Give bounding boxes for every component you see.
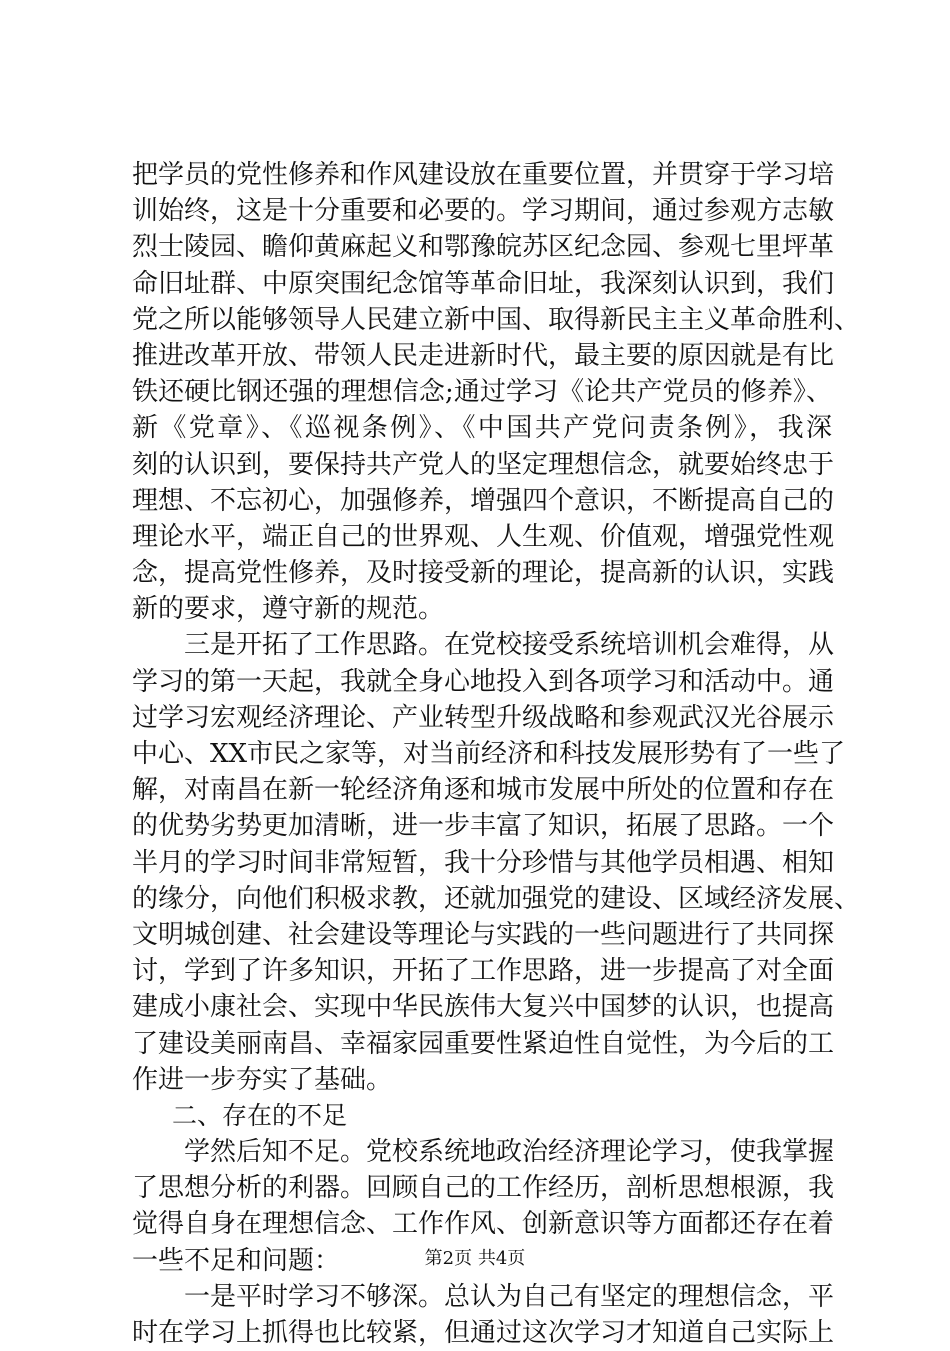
text-line: 理论水平，端正自己的世界观、人生观、价值观，增强党性观 — [132, 521, 835, 552]
page-number-label: 第2页 共4页 — [424, 1248, 526, 1269]
text-line: 半月的学习时间非常短暂，我十分珍惜与其他学员相遇、相知 — [132, 847, 835, 878]
text-line: 学然后知不足。党校系统地政治经济理论学习，使我掌握 — [132, 1137, 835, 1168]
text-line: 刻的认识到，要保持共产党人的坚定理想信念，就要始终忠于 — [132, 449, 835, 480]
text-line: 一些不足和问题： — [132, 1245, 341, 1276]
text-line: 烈士陵园、瞻仰黄麻起义和鄂豫皖苏区纪念园、参观七里坪革 — [132, 232, 835, 263]
text-line: 铁还硬比钢还强的理想信念;通过学习《论共产党员的修养》、 — [132, 377, 832, 408]
text-line: 解，对南昌在新一轮经济角逐和城市发展中所处的位置和存在 — [132, 775, 835, 806]
text-line: 讨，学到了许多知识，开拓了工作思路，进一步提高了对全面 — [132, 956, 835, 987]
text-line: 的优势劣势更加清晰，进一步丰富了知识，拓展了思路。一个 — [132, 811, 835, 842]
document-body — [132, 157, 861, 1351]
text-line: 念，提高党性修养，及时接受新的理论，提高新的认识，实践 — [132, 558, 835, 589]
text-line: 了建设美丽南昌、幸福家园重要性紧迫性自觉性，为今后的工 — [132, 1028, 835, 1059]
text-line: 命旧址群、中原突围纪念馆等革命旧址，我深刻认识到，我们 — [132, 268, 835, 299]
text-line: 文明城创建、社会建设等理论与实践的一些问题进行了共同探 — [132, 919, 835, 950]
text-line: 了思想分析的利器。回顾自己的工作经历，剖析思想根源，我 — [132, 1173, 835, 1204]
text-line: 党之所以能够领导人民建立新中国、取得新民主主义革命胜利、 — [132, 304, 861, 335]
page-footer — [0, 1244, 950, 1270]
text-line: 时在学习上抓得也比较紧，但通过这次学习才知道自己实际上 — [132, 1318, 835, 1348]
text-line: 理想、不忘初心，加强修养，增强四个意识，不断提高自己的 — [132, 485, 835, 516]
text-line: 学习的第一天起，我就全身心地投入到各项学习和活动中。通 — [132, 666, 835, 697]
text-line: 觉得自身在理想信念、工作作风、创新意识等方面都还存在着 — [132, 1209, 835, 1240]
text-line: 建成小康社会、实现中华民族伟大复兴中国梦的认识，也提高 — [132, 992, 835, 1023]
text-line: 三是开拓了工作思路。在党校接受系统培训机会难得，从 — [132, 630, 835, 661]
text-line: 把学员的党性修养和作风建设放在重要位置，并贯穿于学习培 — [132, 160, 835, 190]
text-line: 中心、XX市民之家等，对当前经济和科技发展形势有了一些了 — [132, 739, 846, 769]
text-line: 作进一步夯实了基础。 — [132, 1064, 393, 1095]
text-line: 推进改革开放、带领人民走进新时代，最主要的原因就是有比 — [132, 340, 835, 371]
text-line: 的缘分，向他们积极求教，还就加强党的建设、区域经济发展、 — [132, 883, 861, 914]
text-line: 新的要求，遵守新的规范。 — [132, 594, 445, 625]
text-line: 新《党章》、《巡视条例》、《中国共产党问责条例》，我深 — [132, 413, 832, 444]
text-line: 一是平时学习不够深。总认为自己有坚定的理想信念，平 — [132, 1281, 835, 1312]
text-line: 过学习宏观经济理论、产业转型升级战略和参观武汉光谷展示 — [132, 702, 835, 733]
section-heading: 二、存在的不足 — [172, 1100, 348, 1130]
text-line: 训始终，这是十分重要和必要的。学习期间，通过参观方志敏 — [132, 196, 835, 227]
